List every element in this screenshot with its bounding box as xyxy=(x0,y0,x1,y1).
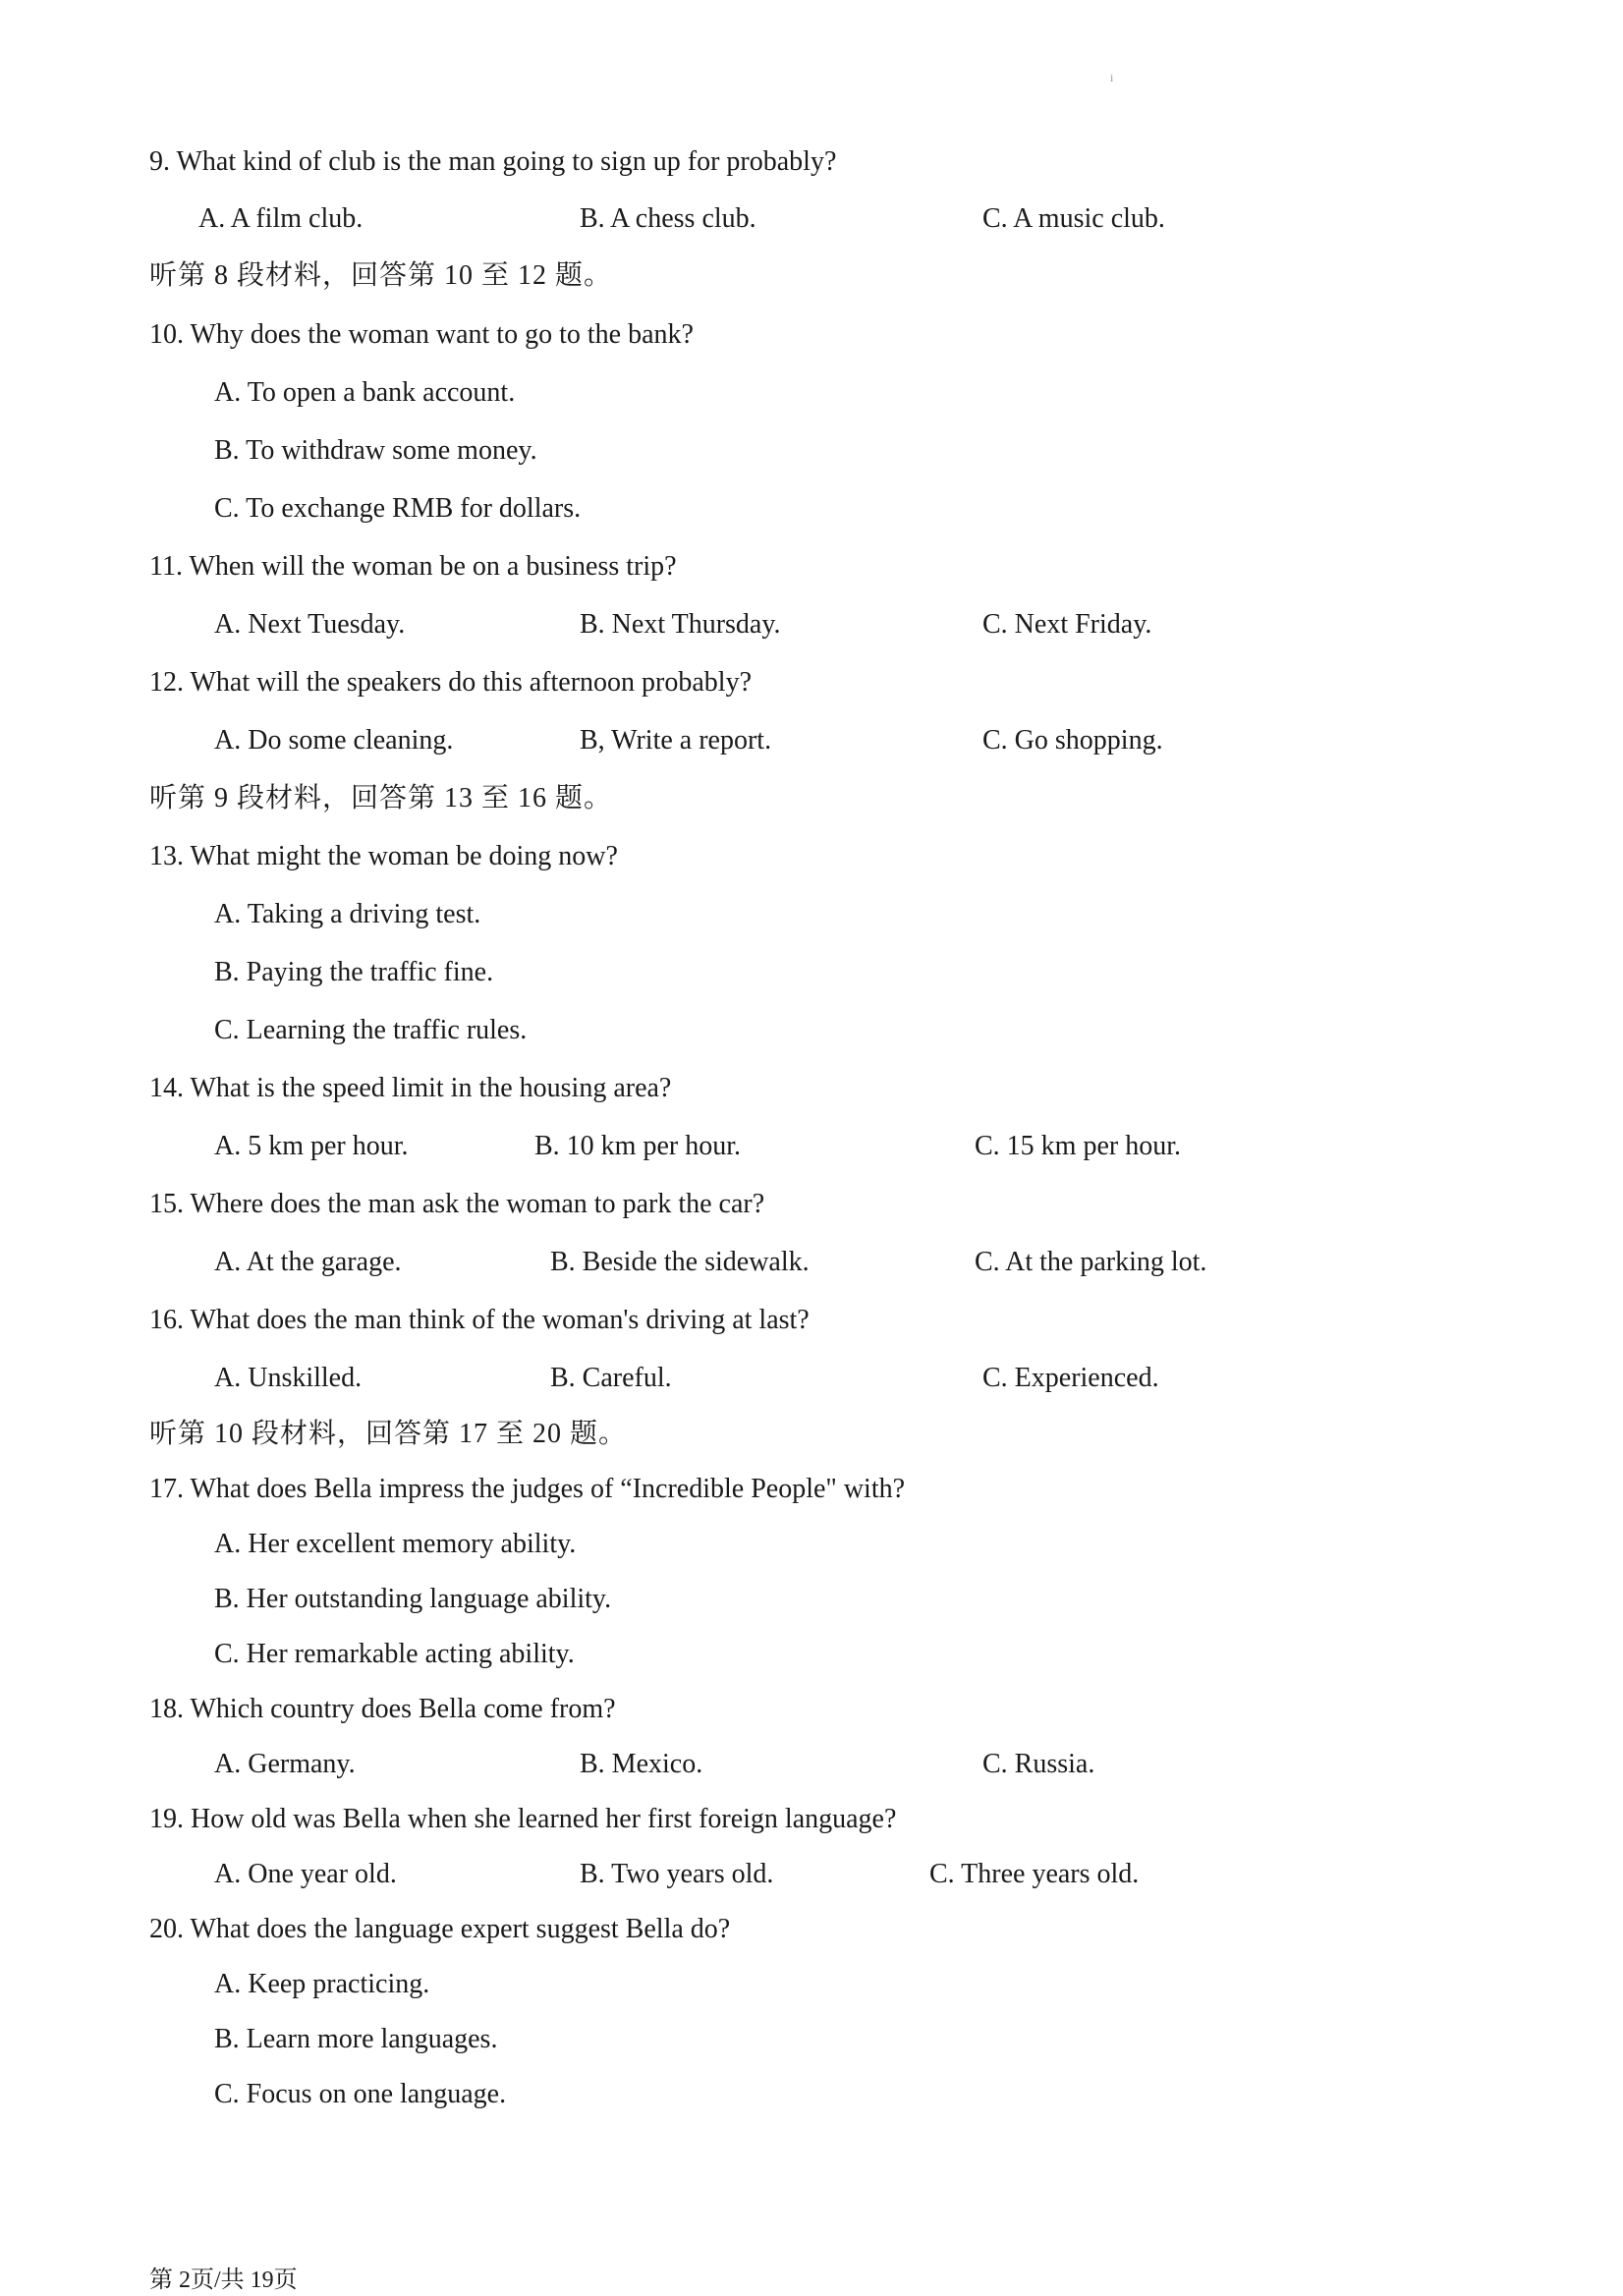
option-19-c: C. Three years old. xyxy=(929,1859,1140,1889)
question-11: 11. When will the woman be on a business trip? xyxy=(149,551,677,582)
header-mark: i xyxy=(1110,71,1114,84)
option-11-a: A. Next Tuesday. xyxy=(214,609,406,640)
option-19-b: B. Two years old. xyxy=(580,1859,774,1889)
option-18-a: A. Germany. xyxy=(214,1749,356,1779)
question-18: 18. Which country does Bella come from? xyxy=(149,1694,616,1724)
option-10-a: A. To open a bank account. xyxy=(214,377,516,408)
option-10-c: C. To exchange RMB for dollars. xyxy=(214,493,582,524)
option-17-c: C. Her remarkable acting ability. xyxy=(214,1639,575,1669)
option-14-b: B. 10 km per hour. xyxy=(534,1131,741,1161)
option-9-c: C. A music club. xyxy=(982,203,1165,234)
option-11-b: B. Next Thursday. xyxy=(580,609,781,640)
option-13-b: B. Paying the traffic fine. xyxy=(214,957,494,987)
option-15-c: C. At the parking lot. xyxy=(975,1247,1207,1277)
option-11-c: C. Next Friday. xyxy=(982,609,1152,640)
option-19-a: A. One year old. xyxy=(214,1859,397,1889)
option-18-c: C. Russia. xyxy=(982,1749,1095,1779)
question-19: 19. How old was Bella when she learned her first foreign language? xyxy=(149,1804,897,1834)
question-20: 20. What does the language expert suggest Bella do? xyxy=(149,1914,731,1944)
option-9-a: A. A film club. xyxy=(198,203,364,234)
option-15-a: A. At the garage. xyxy=(214,1247,402,1277)
question-10: 10. Why does the woman want to go to the bank? xyxy=(149,319,694,350)
option-18-b: B. Mexico. xyxy=(580,1749,703,1779)
question-17: 17. What does Bella impress the judges of “Incredible People" with? xyxy=(149,1474,906,1504)
option-12-b: B, Write a report. xyxy=(580,725,772,756)
option-20-a: A. Keep practicing. xyxy=(214,1969,430,1999)
question-13: 13. What might the woman be doing now? xyxy=(149,841,618,871)
option-12-c: C. Go shopping. xyxy=(982,725,1163,756)
option-12-a: A. Do some cleaning. xyxy=(214,725,454,756)
option-16-b: B. Careful. xyxy=(550,1363,672,1393)
option-15-b: B. Beside the sidewalk. xyxy=(550,1247,810,1277)
option-14-a: A. 5 km per hour. xyxy=(214,1131,409,1161)
option-13-a: A. Taking a driving test. xyxy=(214,899,481,929)
question-12: 12. What will the speakers do this afternoon probably? xyxy=(149,667,752,698)
option-16-a: A. Unskilled. xyxy=(214,1363,363,1393)
question-14: 14. What is the speed limit in the housing area? xyxy=(149,1073,672,1103)
question-15: 15. Where does the man ask the woman to park the car? xyxy=(149,1189,765,1219)
page-number: 第 2页/共 19页 xyxy=(149,2268,298,2293)
option-17-b: B. Her outstanding language ability. xyxy=(214,1584,612,1614)
option-16-c: C. Experienced. xyxy=(982,1363,1159,1393)
option-13-c: C. Learning the traffic rules. xyxy=(214,1015,528,1045)
option-20-b: B. Learn more languages. xyxy=(214,2024,498,2054)
question-16: 16. What does the man think of the woman's driving at last? xyxy=(149,1305,810,1335)
option-14-c: C. 15 km per hour. xyxy=(975,1131,1181,1161)
option-17-a: A. Her excellent memory ability. xyxy=(214,1529,577,1559)
option-10-b: B. To withdraw some money. xyxy=(214,435,537,466)
option-9-b: B. A chess club. xyxy=(580,203,756,234)
section-heading-9: 听第 9 段材料，回答第 13 至 16 题。 xyxy=(149,783,613,813)
section-heading-10: 听第 10 段材料，回答第 17 至 20 题。 xyxy=(149,1419,628,1449)
section-heading-8: 听第 8 段材料，回答第 10 至 12 题。 xyxy=(149,260,613,291)
question-9: 9. What kind of club is the man going to sign up for probably? xyxy=(149,146,837,177)
option-20-c: C. Focus on one language. xyxy=(214,2079,507,2109)
